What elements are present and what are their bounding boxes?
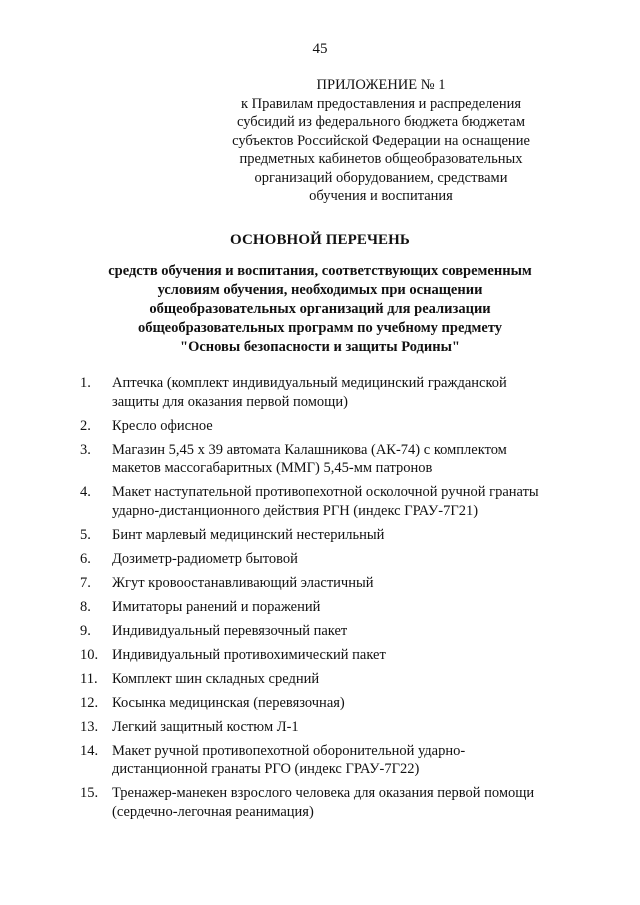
appendix-line: субсидий из федерального бюджета бюджетам xyxy=(236,114,526,130)
item-text: Комплект шин складных средний xyxy=(112,670,320,687)
appendix-line: предметных кабинетов общеобразовательных xyxy=(239,151,523,167)
item-text: макетов массогабаритных (ММГ) 5,45-мм патронов xyxy=(112,460,433,476)
list-item xyxy=(80,483,560,520)
item-text: Дозиметр-радиометр бытовой xyxy=(112,550,298,567)
list-item xyxy=(80,526,560,545)
item-number: 4. xyxy=(80,484,91,500)
item-text: Легкий защитный костюм Л-1 xyxy=(112,718,299,735)
list-item xyxy=(80,742,560,779)
list-item xyxy=(80,784,560,821)
appendix-line: организаций оборудованием, средствами xyxy=(254,169,508,186)
equipment-list xyxy=(80,374,560,827)
item-number: 8. xyxy=(80,598,91,615)
item-number: 10. xyxy=(80,646,99,663)
item-text: Кресло офисное xyxy=(112,417,213,434)
item-text: (сердечно-легочная реанимация) xyxy=(112,803,314,820)
item-number: 14. xyxy=(80,742,99,759)
item-text: дистанционной гранаты РГО (индекс ГРАУ-7Г22) xyxy=(112,761,420,777)
list-item xyxy=(80,374,560,411)
list-item xyxy=(80,646,560,665)
item-text: Косынка медицинская (перевязочная) xyxy=(112,694,345,711)
item-text: Тренажер-манекен взрослого человека для оказания первой помощи xyxy=(112,785,535,801)
item-text: защиты для оказания первой помощи) xyxy=(112,393,348,410)
list-item xyxy=(80,622,560,641)
list-item xyxy=(80,598,560,617)
list-item xyxy=(80,694,560,713)
appendix-line: к Правилам предоставления и распределения xyxy=(240,95,522,112)
list-item xyxy=(80,550,560,569)
subtitle-line: общеобразовательных организаций для реализации xyxy=(149,301,491,317)
document-title: ОСНОВНОЙ ПЕРЕЧЕНЬ xyxy=(230,232,410,248)
appendix-header xyxy=(214,76,548,206)
item-number: 1. xyxy=(80,375,91,391)
appendix-title: ПРИЛОЖЕНИЕ № 1 xyxy=(316,77,446,93)
item-text: Индивидуальный противохимический пакет xyxy=(112,646,386,663)
list-item xyxy=(80,441,560,478)
item-number: 5. xyxy=(80,526,91,543)
subtitle-line: условиям обучения, необходимых при оснащении xyxy=(157,282,483,298)
item-text: Магазин 5,45 х 39 автомата Калашникова (АК-74) с комплектом xyxy=(112,441,507,458)
item-number: 15. xyxy=(80,785,99,801)
item-text: Бинт марлевый медицинский нестерильный xyxy=(112,526,385,543)
item-number: 12. xyxy=(80,694,99,711)
item-number: 3. xyxy=(80,441,91,458)
document-subtitle xyxy=(60,262,580,357)
item-number: 7. xyxy=(80,574,91,591)
item-number: 2. xyxy=(80,417,91,434)
list-item xyxy=(80,417,560,436)
item-text: Макет ручной противопехотной оборонительной ударно- xyxy=(112,742,466,759)
list-item xyxy=(80,718,560,737)
subtitle-line: средств обучения и воспитания, соответствующих современным xyxy=(108,263,532,279)
item-number: 11. xyxy=(80,670,98,687)
item-text: Аптечка (комплект индивидуальный медицинский гражданской xyxy=(112,375,507,391)
item-text: Индивидуальный перевязочный пакет xyxy=(112,622,348,639)
item-number: 13. xyxy=(80,718,99,735)
list-item xyxy=(80,574,560,593)
item-text: Имитаторы ранений и поражений xyxy=(112,598,321,615)
item-text: Жгут кровоостанавливающий эластичный xyxy=(112,574,374,591)
item-number: 9. xyxy=(80,622,91,639)
appendix-line: субъектов Российской Федерации на оснащение xyxy=(232,132,530,149)
page-number: 45 xyxy=(312,41,328,57)
item-number: 6. xyxy=(80,550,91,567)
subtitle-line: общеобразовательных программ по учебному предмету xyxy=(137,320,503,336)
item-text: Макет наступательной противопехотной осколочной ручной гранаты xyxy=(112,484,539,500)
appendix-line: обучения и воспитания xyxy=(309,188,453,204)
subtitle-line: "Основы безопасности и защиты Родины" xyxy=(180,339,460,355)
item-text: ударно-дистанционного действия РГН (индекс ГРАУ-7Г21) xyxy=(112,502,479,519)
list-item xyxy=(80,670,560,689)
